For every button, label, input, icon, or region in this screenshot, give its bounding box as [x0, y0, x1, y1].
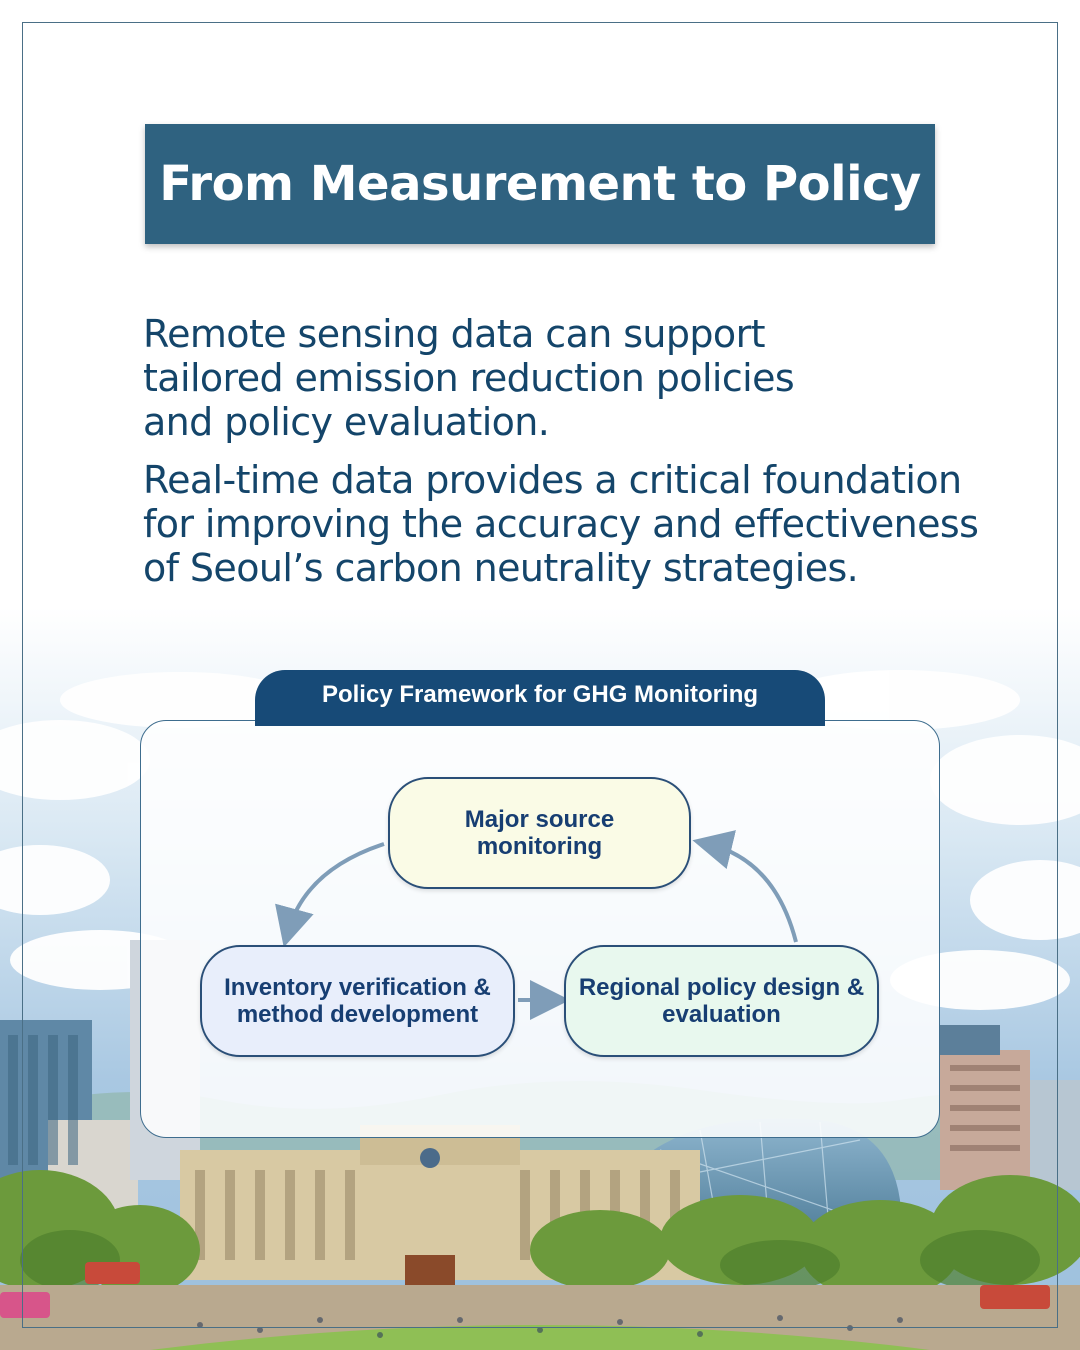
page-title: From Measurement to Policy: [159, 156, 921, 212]
node-major-source-line-1: Major source: [464, 806, 615, 833]
node-inventory-line-1: Inventory verification &: [224, 974, 491, 1001]
node-major-source-monitoring: [388, 777, 691, 889]
foundation-line-2: for improving the accuracy and effectiveness: [143, 502, 979, 546]
node-inventory-line-2: method development: [236, 1001, 479, 1028]
node-inventory-verification: [200, 945, 515, 1057]
framework-title-tab: [255, 670, 825, 726]
node-regional-policy-design: [564, 945, 879, 1057]
intro-line-3: and policy evaluation.: [143, 400, 550, 444]
foundation-line-1: Real-time data provides a critical foundation: [143, 458, 962, 502]
node-major-source-line-2: monitoring: [476, 833, 603, 860]
foundation-paragraph: [143, 458, 979, 590]
node-regional-line-1: Regional policy design &: [578, 974, 865, 1001]
intro-line-2: tailored emission reduction policies: [143, 356, 795, 400]
foundation-line-3: of Seoul’s carbon neutrality strategies.: [143, 546, 859, 590]
intro-line-1: Remote sensing data can support: [143, 312, 765, 356]
intro-paragraph: [143, 312, 963, 444]
title-banner: [145, 124, 935, 244]
framework-title: Policy Framework for GHG Monitoring: [321, 681, 759, 708]
node-regional-line-2: evaluation: [662, 1001, 781, 1028]
